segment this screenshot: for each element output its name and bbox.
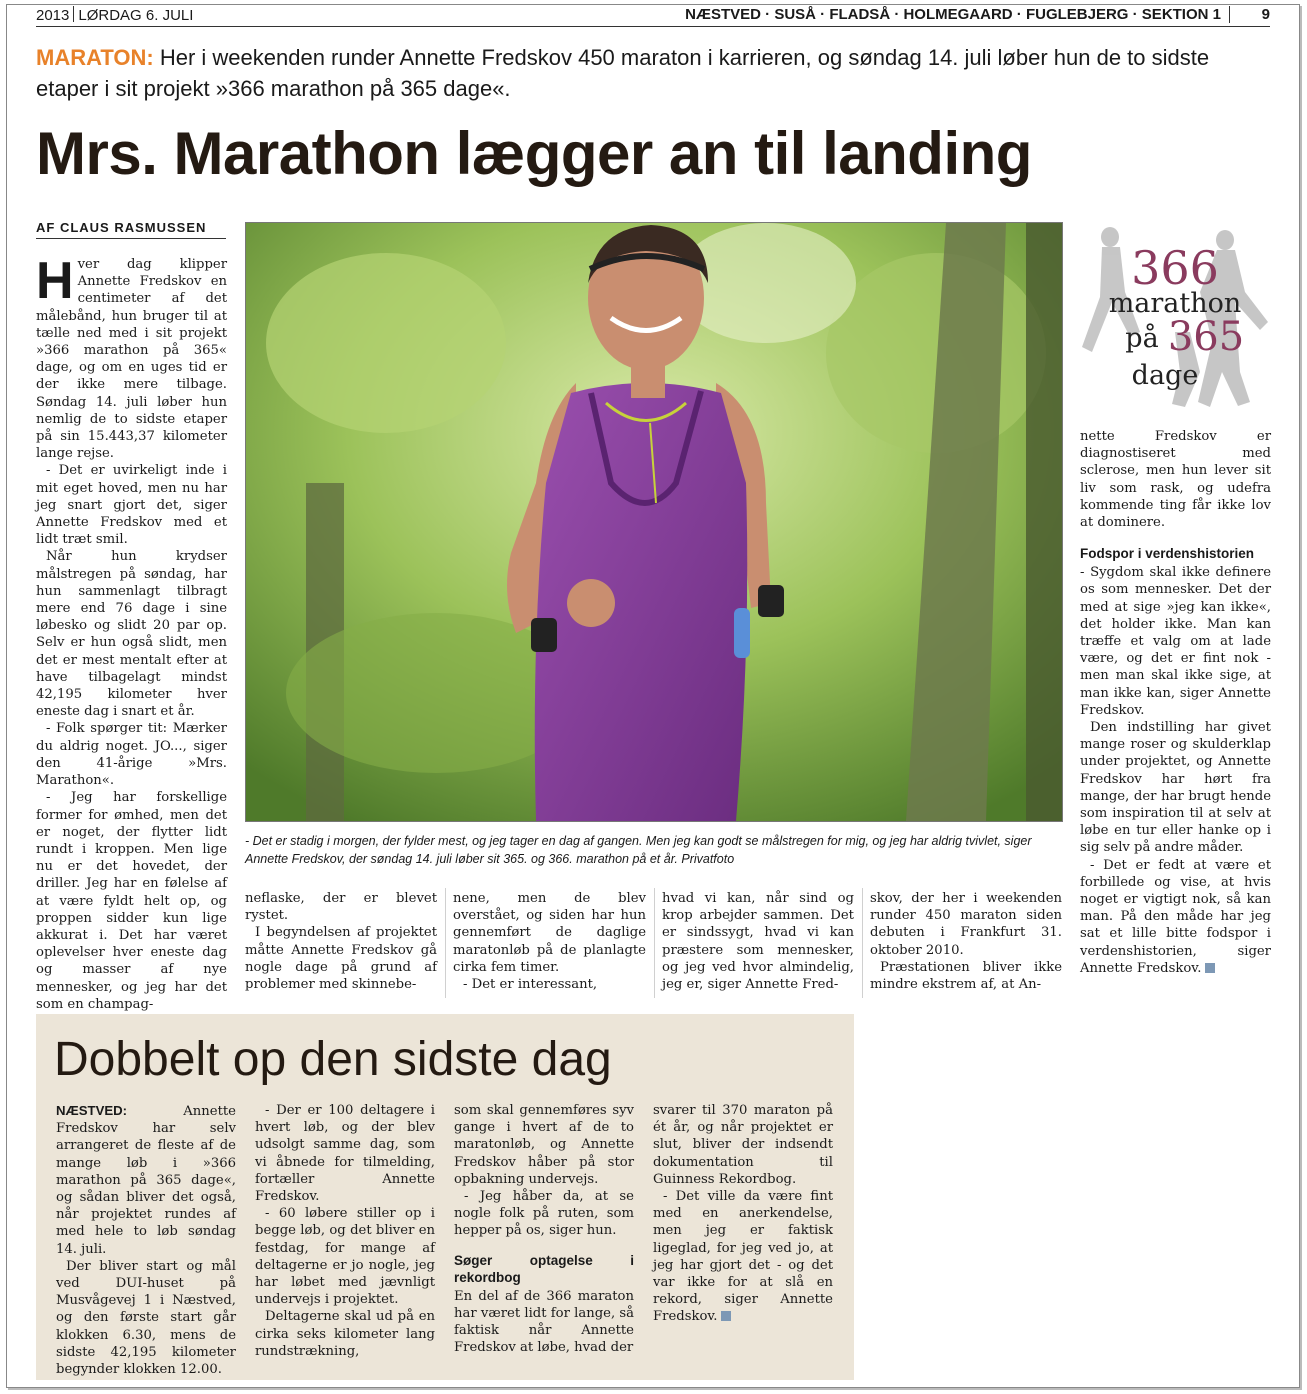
kicker: [36, 42, 1270, 104]
paragraph: som skal gennemføres syv gange i hvert af de to maratonløb, og Annette Fredskov håber på stor opbakning undervejs.: [454, 1103, 634, 1187]
photo-caption: - Det er stadig i morgen, der fylder mest, og jeg tager en dag af gangen. Men jeg kan godt se målstregen for mig, og jeg har aldrig tvivlet, siger Annette Fredskov, der søndag 14. juli løber sit 365. og 366. marathon på et år. Privatfoto: [245, 834, 1032, 866]
box-column-1: [56, 1102, 236, 1378]
paragraph: - Det er uvirkeligt inde i mit eget hoved, men nu har jeg snart gjort det, siger Annette Fredskov med et lidt træt smil.: [36, 463, 227, 548]
box-column-2: [255, 1102, 435, 1360]
column-rule: [654, 888, 655, 998]
logo-number-365: 365: [1167, 314, 1245, 360]
paragraph: Når hun krydser målstregen på søndag, har hun sammenlagt tilbragt mere end 76 dage i sine løbesko og slidt 20 par op. Selv er hun også slidt, men det er mest mentalt efter at have tilbagelagt mindst 42,195 kilometer hver eneste dag i snart et år.: [36, 549, 227, 720]
header-region: NÆSTVED · SUSÅ · FLADSÅ · HOLMEGAARD · FUGLEBJERG · SEKTION 1: [685, 6, 1221, 23]
paragraph: - Der er 100 deltagere i hvert løb, og der blev udsolgt samme dag, som vi åbnede for tilmelding, fortæller Annette Fredskov.: [255, 1103, 435, 1205]
paragraph: En del af de 366 maraton har været lidt for lange, så faktisk når Annette Fredskov at løbe, hvad der: [454, 1288, 634, 1356]
paragraph: nene, men de blev overstået, og siden har hun gennemført de daglige maratonløb på de planlagte cirka fem timer.: [453, 891, 646, 975]
paragraph: Hver dag klipper Annette Fredskov en centimeter af det målebånd, hun bruger til at tælle ned med i sit projekt »366 marathon på 365« dage, og om en uges tid er der ikke mere tilbage. Søndag 14. juli løber hun nemlig de to sidste etaper på sin 15.443,37 kilometer lange rejse.: [36, 252, 227, 462]
subheading: Fodspor i verdenshistorien: [1080, 546, 1255, 562]
page-header: [36, 6, 1270, 27]
article-column-1: [36, 252, 227, 1013]
subheading: Søger optagelse i rekordbog: [454, 1252, 634, 1285]
article-column-6: [1080, 428, 1271, 977]
logo-word-dage: dage: [1131, 360, 1199, 391]
dateline: NÆSTVED:: [56, 1103, 128, 1118]
paragraph: Deltagerne skal ud på en cirka seks kilometer lang rundstrækning,: [255, 1309, 435, 1359]
box-column-4: [653, 1102, 833, 1326]
header-date: LØRDAG 6. JULI: [78, 7, 194, 24]
paragraph: - Sygdom skal ikke definere os som mennesker. Det der med at sige »jeg kan ikke«, det holder ikke. Man kan træffe et valg om at lade være, og det er fint nok - men man skal ikke sige, at man ikke kan, siger Annette Fredskov.: [1080, 565, 1271, 718]
paragraph: Der bliver start og mål ved DUI-huset på Musvågevej 1 i Næstved, og den første start går klokken 6.30, mens de sidste 42,195 kilometer begynder klokken 12.00.: [56, 1258, 236, 1378]
paragraph: Den indstilling har givet mange roser og skulderklap under projektet, og Annette Fredskov har hørt fra mange, der har brugt hende som inspiration til at selv at løbe en tur eller hanke op i sig selv på andre måder.: [1080, 720, 1271, 856]
kicker-label: MARATON:: [36, 45, 154, 70]
headline: Mrs. Marathon lægger an til landing: [36, 120, 1032, 187]
box-column-3: [454, 1102, 634, 1356]
column-rule: [445, 888, 446, 998]
logo-number-366: 366: [1131, 241, 1219, 295]
paragraph: nette Fredskov er diagnostiseret med sclerose, men hun lever sit liv som rask, og udefra kommende ting får ikke lov at dominere.: [1080, 429, 1271, 531]
paragraph: - Det ville da være fint med en anerkendelse, men jeg er faktisk ligeglad, for jeg ved jo, at jeg har gjort det - og det var ikke for at slå en rekord, siger Annette Fredskov.: [653, 1189, 833, 1325]
drop-cap: H: [36, 252, 74, 310]
paragraph: - Jeg har forskellige former for ømhed, men det er noget, der flytter lidt rundt i kroppen. Men lige nu er det hovedet, der driller. Jeg har en følelse af at være fyldt helt op, og proppen sidder kun lige akkurat i. Det har været oplevelser hver eneste dag og masser af nye mennesker, og jeg har det som en champag-: [36, 790, 227, 1012]
byline: AF CLAUS RASMUSSEN: [36, 220, 226, 239]
end-mark-icon: [721, 1311, 731, 1321]
paragraph: - 60 løbere stiller op i begge løb, og det bliver en festdag, for mange af deltagerne er jo nogle, jeg har løbet med jævnligt undervejs i projektet.: [255, 1206, 435, 1308]
end-mark-icon: [1205, 963, 1215, 973]
paragraph: skov, der her i weekenden runder 450 maraton siden debuten i Frankfurt 31. oktober 2010.: [870, 891, 1062, 958]
article-column-4: [662, 890, 854, 993]
box-title: Dobbelt op den sidste dag: [54, 1033, 612, 1086]
paragraph: svarer til 370 maraton på ét år, og når projektet er slut, bliver der indsendt dokumentation til Guinness Rekordbog.: [653, 1103, 833, 1187]
paragraph: neflaske, der er blevet rystet.: [245, 891, 437, 924]
366-marathon-logo: [1080, 222, 1270, 412]
article-column-5: [870, 890, 1062, 993]
header-year: 2013: [36, 7, 70, 24]
runner-photo: [245, 222, 1063, 822]
logo-word-pa: på: [1125, 323, 1159, 354]
paragraph: - Det er fedt at være et forbillede og vise, at hvis noget er vigtigt nok, så kan man. På den måde har jeg sat et lille bitte fodspor i verdenshistorien, siger Annette Fredskov.: [1080, 857, 1271, 976]
paragraph: - Det er interessant,: [463, 977, 598, 993]
paragraph: hvad vi kan, når sind og krop arbejder sammen. Det er sindssygt, hvad vi kan præstere som mennesker, og jeg ved hvor almindelig, jeg er, siger Annette Fred-: [662, 891, 854, 993]
article-column-2: [245, 890, 437, 993]
paragraph: Præstationen bliver ikke mindre ekstrem af, at An-: [870, 959, 1062, 993]
paragraph: - Folk spørger tit: Mærker du aldrig noget. JO..., siger den 41-årige »Mrs. Marathon«.: [36, 721, 227, 789]
kicker-text: Her i weekenden runder Annette Fredskov 450 maraton i karrieren, og søndag 14. juli løber hun de to sidste etaper i sit projekt »366 marathon på 365 dage«.: [36, 45, 1210, 101]
sidebar-box: [36, 1014, 854, 1380]
paragraph: I begyndelsen af projektet måtte Annette Fredskov gå nogle dage på grund af problemer med skinnebe-: [245, 925, 437, 993]
article-column-3: [453, 890, 646, 993]
paragraph: NÆSTVED: Annette Fredskov har selv arrangeret de fleste af de mange løb i »366 marathon på 365 dage«, og sådan bliver det også, når projektet rundes af med hele to løb søndag 14. juli.: [56, 1103, 236, 1257]
column-rule: [862, 888, 863, 998]
paragraph: - Jeg håber da, at se nogle folk på ruten, som hepper på os, siger hun.: [454, 1189, 634, 1239]
page-number: 9: [1229, 6, 1270, 23]
logo-word-marathon: marathon: [1108, 288, 1242, 319]
